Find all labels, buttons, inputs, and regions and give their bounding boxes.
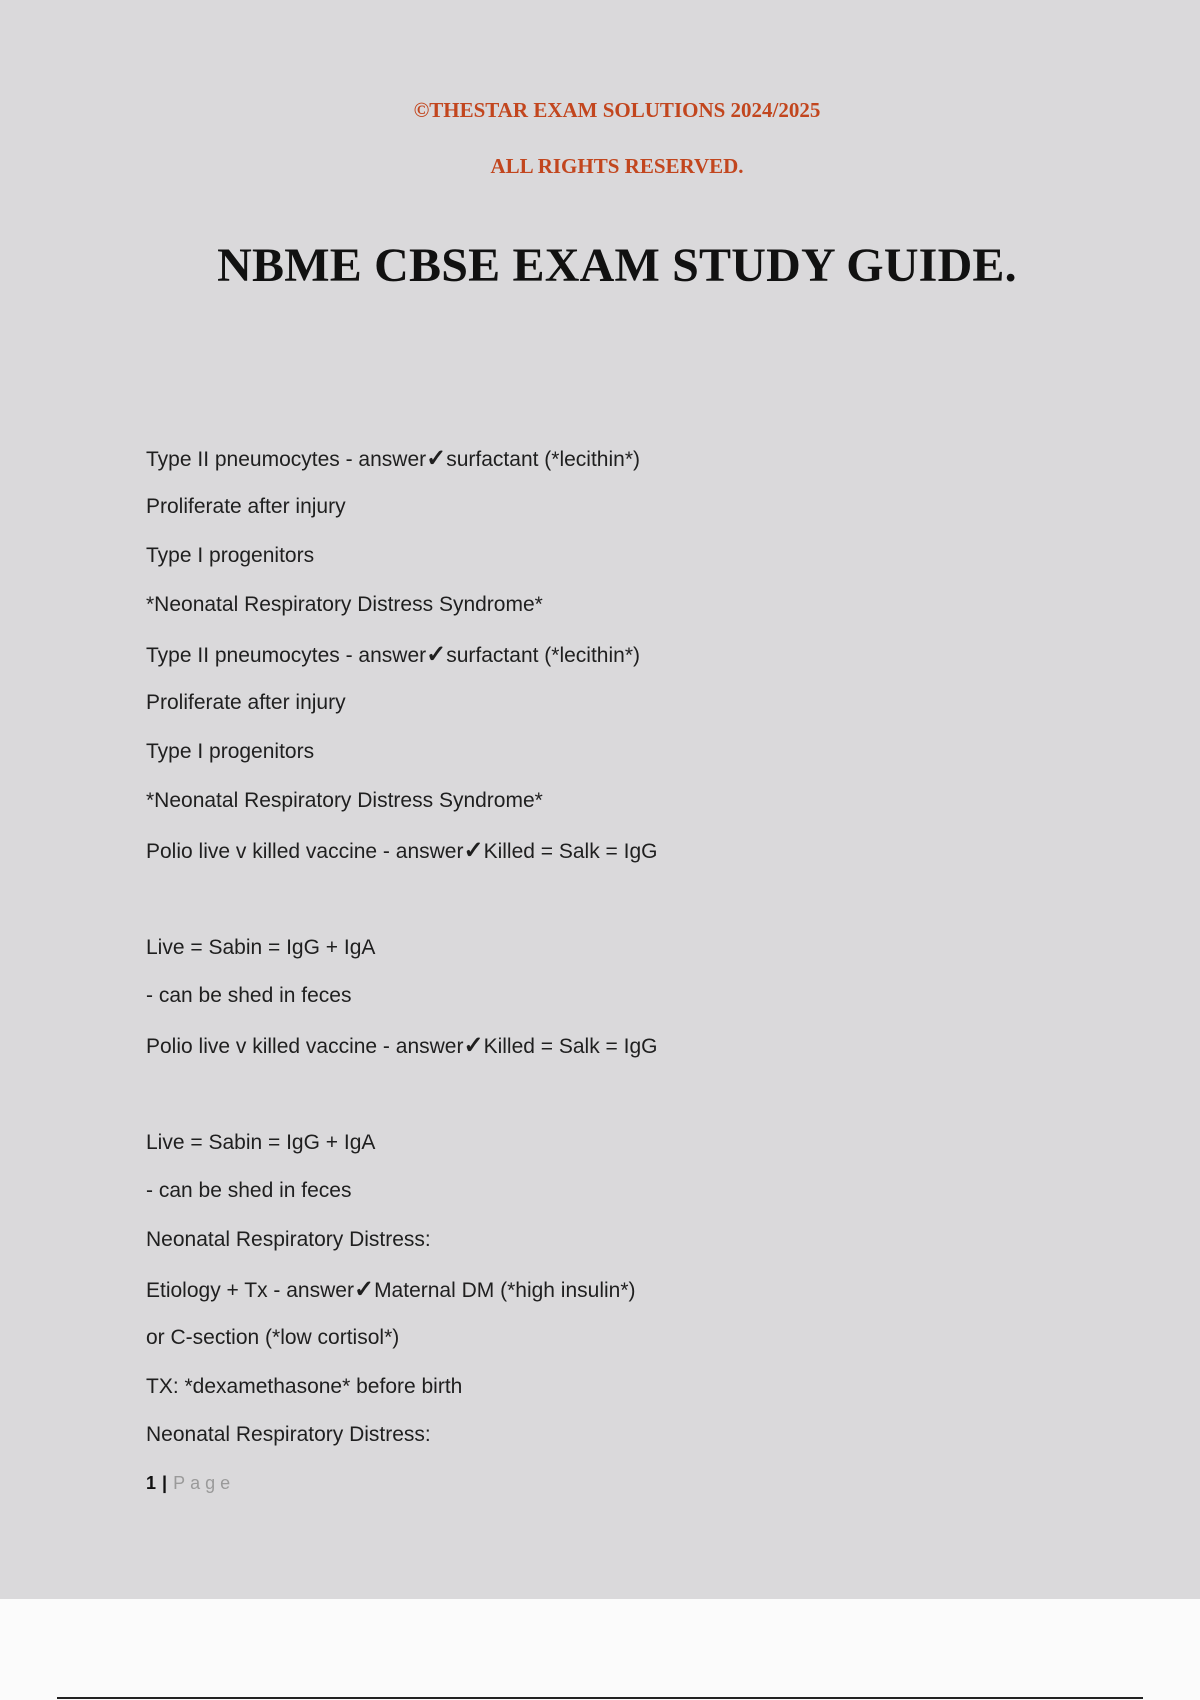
content-line	[146, 592, 543, 618]
content-line	[146, 1033, 658, 1060]
content-line	[146, 1227, 431, 1253]
answer-text: surfactant (*lecithin*)	[446, 644, 640, 667]
page-number: 1	[146, 1473, 157, 1493]
content-line	[146, 690, 346, 716]
checkmark-icon: ✓	[426, 445, 447, 472]
answer-text: Killed = Salk = IgG	[483, 840, 658, 863]
line-text: Neonatal Respiratory Distress:	[146, 1423, 431, 1446]
checkmark-icon: ✓	[463, 1032, 484, 1059]
line-text: or C-section (*low cortisol*)	[146, 1326, 400, 1349]
page-label: Page	[173, 1473, 236, 1493]
content-line	[146, 1422, 431, 1448]
page-footer	[146, 1473, 235, 1494]
line-text: Proliferate after injury	[146, 495, 346, 518]
line-text: TX: *dexamethasone* before birth	[146, 1375, 463, 1398]
line-text: *Neonatal Respiratory Distress Syndrome*	[146, 593, 543, 616]
line-text: Etiology + Tx - answer	[146, 1279, 354, 1302]
line-text: Type I progenitors	[146, 740, 315, 763]
line-text: Type II pneumocytes - answer	[146, 644, 427, 667]
line-text: Polio live v killed vaccine - answer	[146, 840, 464, 863]
line-text: Neonatal Respiratory Distress:	[146, 1228, 431, 1251]
content-line	[146, 739, 314, 765]
rights-reserved-header: ALL RIGHTS RESERVED.	[490, 154, 744, 178]
content-line	[146, 494, 346, 520]
answer-text: Maternal DM (*high insulin*)	[374, 1279, 636, 1302]
content-line	[146, 1277, 636, 1304]
copyright-header: ©THESTAR EXAM SOLUTIONS 2024/2025	[413, 98, 821, 122]
content-line	[146, 983, 351, 1009]
bottom-divider	[57, 1697, 1143, 1699]
content-line	[146, 642, 640, 669]
answer-text: Killed = Salk = IgG	[483, 1035, 658, 1058]
line-text: - can be shed in feces	[146, 984, 352, 1007]
content-line	[146, 788, 543, 814]
document-title: NBME CBSE EXAM STUDY GUIDE.	[217, 239, 1017, 292]
content-line	[146, 1130, 375, 1156]
line-text: Polio live v killed vaccine - answer	[146, 1035, 464, 1058]
checkmark-icon: ✓	[463, 837, 484, 864]
content-line	[146, 446, 640, 473]
line-text: Proliferate after injury	[146, 691, 346, 714]
line-text: - can be shed in feces	[146, 1179, 352, 1202]
content-line	[146, 1325, 399, 1351]
content-line	[146, 935, 375, 961]
content-line	[146, 1374, 462, 1400]
line-text: *Neonatal Respiratory Distress Syndrome*	[146, 789, 543, 812]
line-text: Live = Sabin = IgG + IgA	[146, 936, 376, 959]
line-text: Live = Sabin = IgG + IgA	[146, 1131, 376, 1154]
line-text: Type I progenitors	[146, 544, 315, 567]
answer-text: surfactant (*lecithin*)	[446, 448, 640, 471]
content-line	[146, 838, 658, 865]
checkmark-icon: ✓	[353, 1276, 375, 1303]
line-text: Type II pneumocytes - answer	[146, 448, 427, 471]
content-line	[146, 1178, 351, 1204]
checkmark-icon: ✓	[426, 641, 447, 668]
content-line	[146, 543, 314, 569]
page-separator: |	[162, 1473, 168, 1493]
